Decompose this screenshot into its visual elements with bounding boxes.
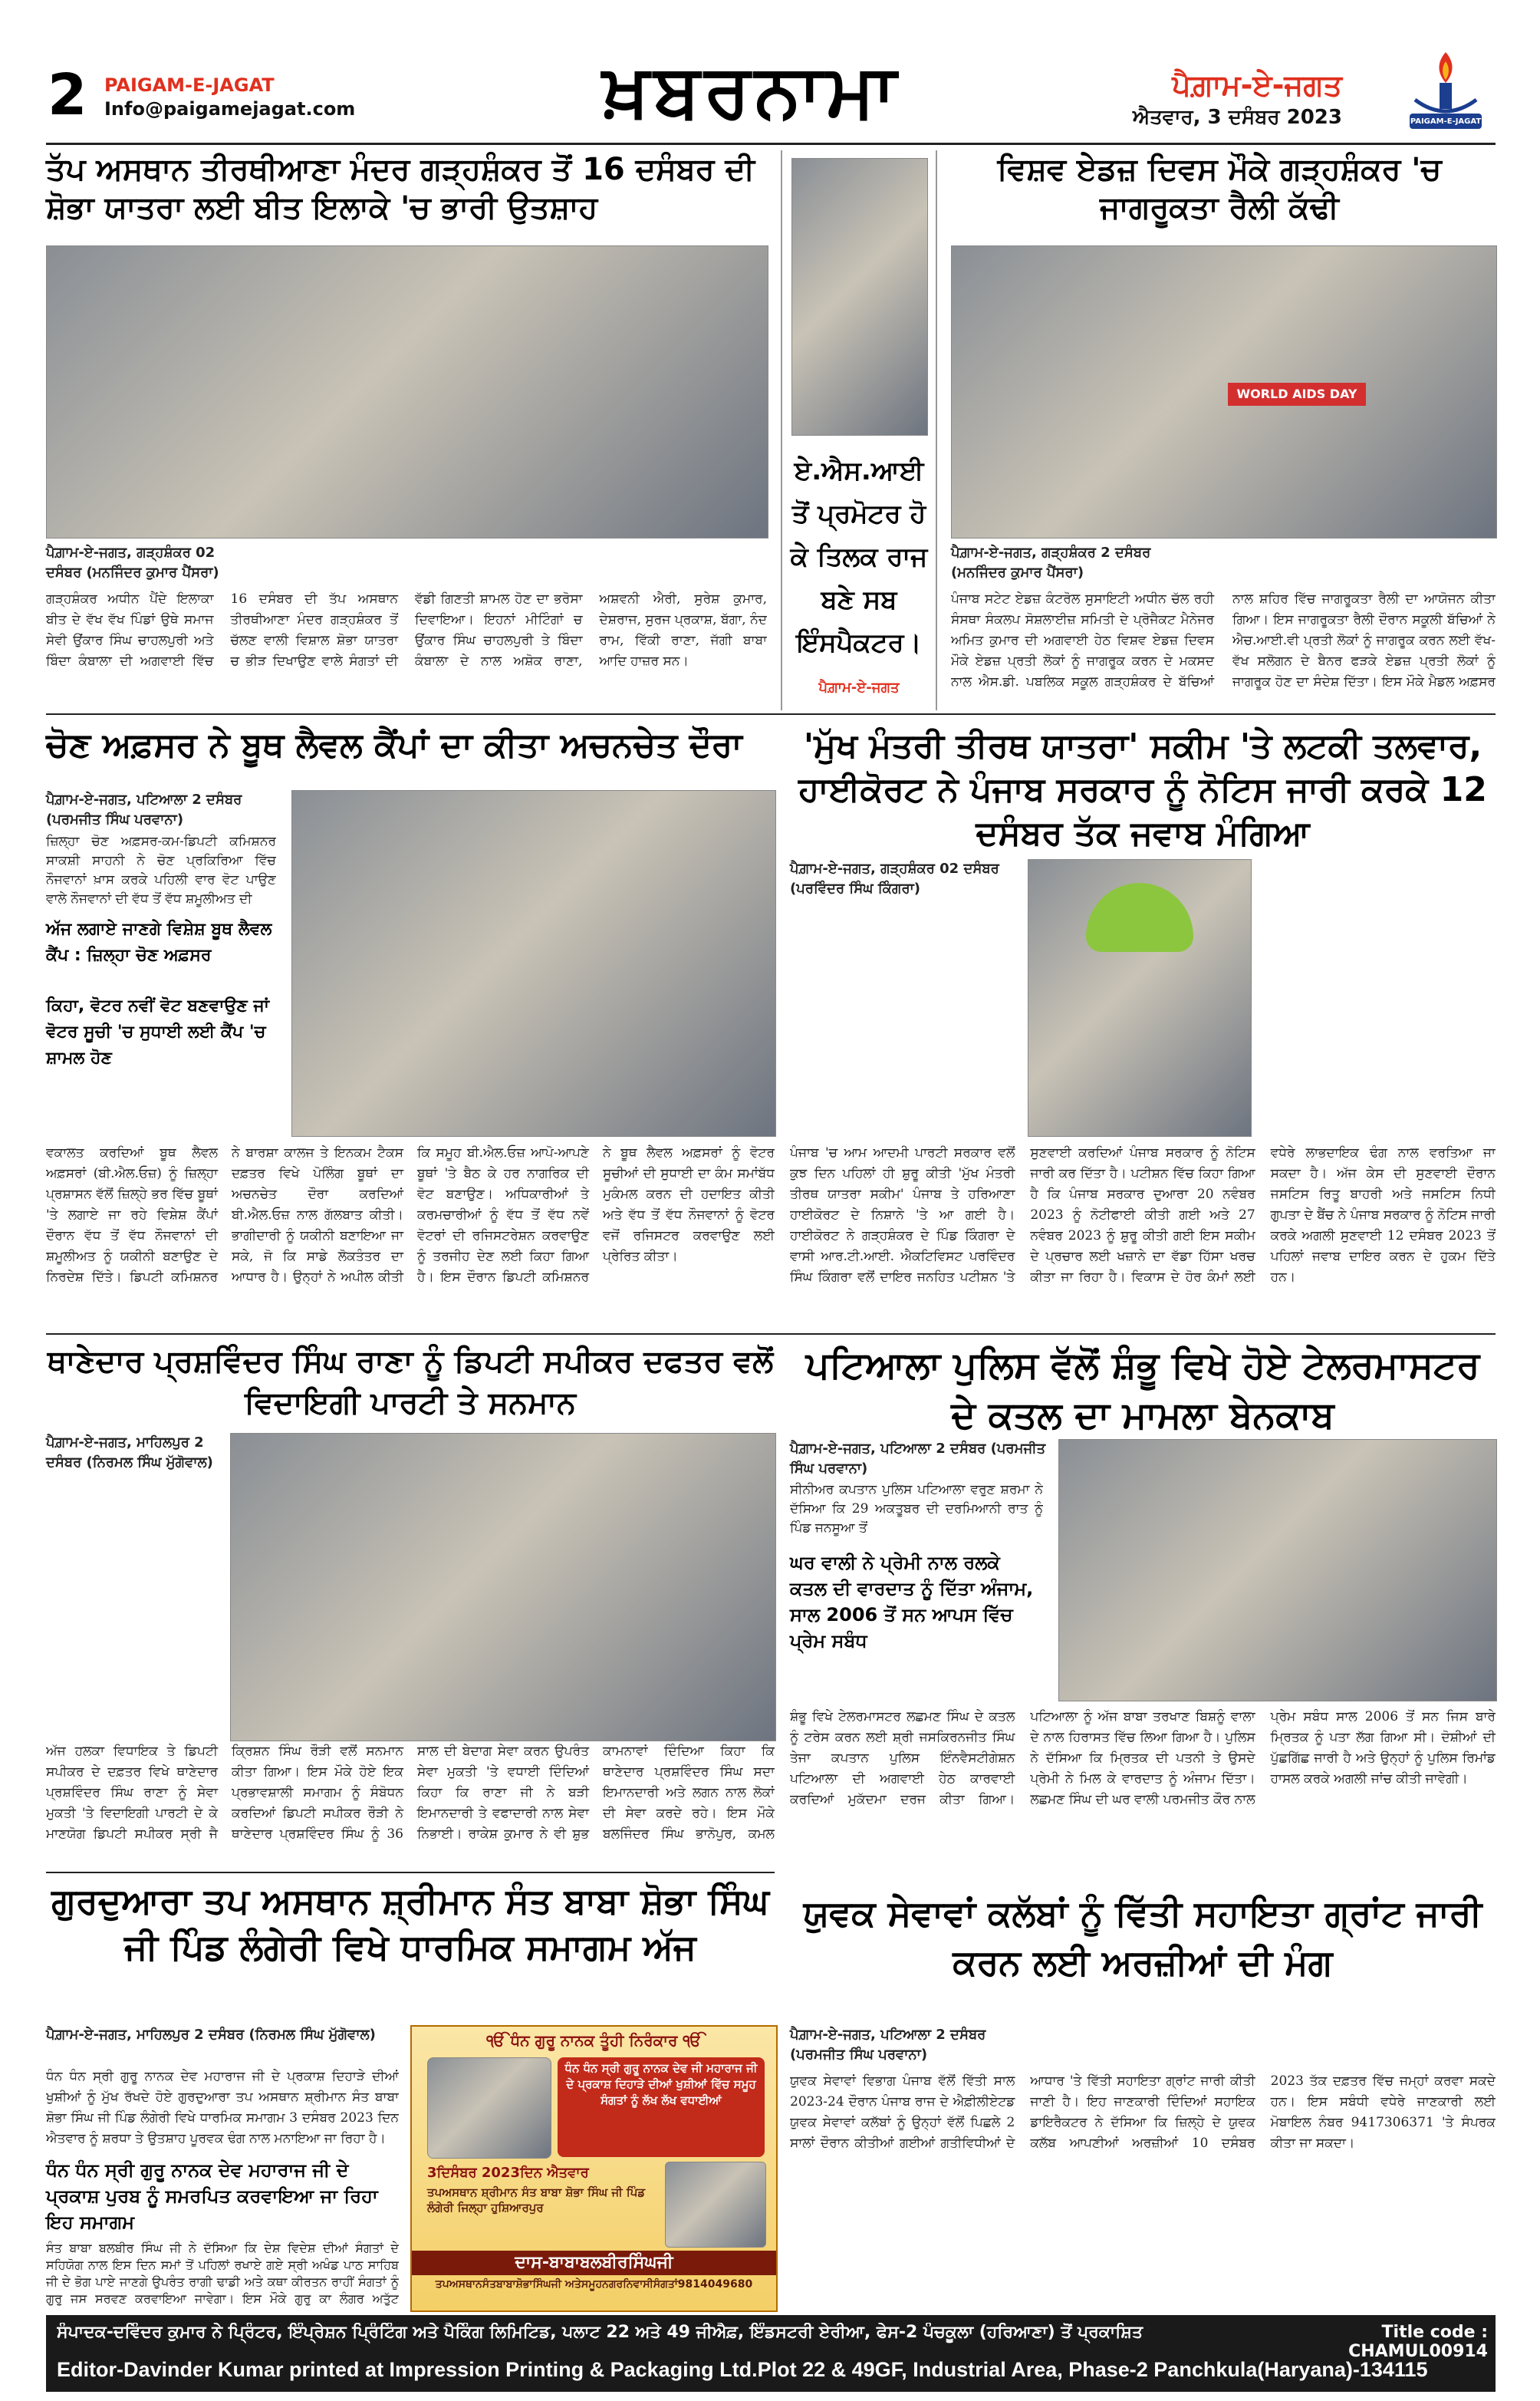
poster-guru-image <box>427 2057 551 2159</box>
poster-mid-text: ਧੰਨ ਧੰਨ ਸ੍ਰੀ ਗੁਰੂ ਨਾਨਕ ਦੇਵ ਜੀ ਮਹਾਰਾਜ ਜੀ ਦੇ ਪ੍ਰਕਾਸ਼ ਦਿਹਾੜੇ ਦੀਆਂ ਖੁਸ਼ੀਆਂ ਵਿੱਚ ਸਮੂਹ ਸੰਗਤਾਂ ਨੂੰ ਲੱਖ ਲੱਖ ਵਧਾਈਆਂ <box>558 2057 765 2157</box>
green-turban <box>1086 883 1193 952</box>
election-body: ਵਕਾਲਤ ਕਰਦਿਆਂ ਬੂਥ ਲੈਵਲ ਅਫ਼ਸਰਾਂ (ਬੀ.ਐਲ.ਓਜ਼) ਨੂੰ ਜ਼ਿਲ੍ਹਾ ਪ੍ਰਸ਼ਾਸਨ ਵੱਲੋਂ ਜ਼ਿਲ੍ਹੇ ਭਰ ਵਿੱਚ ਬੂਥਾਂ 'ਤੇ ਲਗਾਏ ਜਾ ਰਹੇ ਵਿਸ਼ੇਸ਼ ਕੈਂਪਾਂ ਦੌਰਾਨ ਵੱਧ ਤੋਂ ਵੱਧ ਨੌਜਵਾਨਾਂ ਦੀ ਸ਼ਮੂਲੀਅਤ ਨੂੰ ਯਕੀਨੀ ਬਣਾਉਣ ਦੇ ਨਿਰਦੇਸ਼ ਦਿੱਤੇ। ਡਿਪਟੀ ਕਮਿਸ਼ਨਰ ਨੇ ਬਾਰਸ਼ਾ ਕਾਲਜ ਤੇ ਇਨਕਮ ਟੈਕਸ ਦਫ਼ਤਰ ਵਿਖੇ ਪੋਲਿੰਗ ਬੂਥਾਂ ਦਾ ਅਚਨਚੇਤ ਦੌਰਾ ਕਰਦਿਆਂ ਬੀ.ਐਲ.ਓਜ਼ ਨਾਲ ਗੱਲਬਾਤ ਕੀਤੀ। ਭਾਗੀਦਾਰੀ ਨੂੰ ਯਕੀਨੀ ਬਣਾਇਆ ਜਾ ਸਕੇ, ਜੋ ਕਿ ਸਾਡੇ ਲੋਕਤੰਤਰ ਦਾ ਆਧਾਰ ਹੈ। ਉਨ੍ਹਾਂ ਨੇ ਅਪੀਲ ਕੀਤੀ ਕਿ ਸਮੂਹ ਬੀ.ਐਲ.ਓਜ਼ ਆਪੋ-ਆਪਣੇ ਬੂਥਾਂ 'ਤੇ ਬੈਠ ਕੇ ਹਰ ਨਾਗਰਿਕ ਦੀ ਵੋਟ ਬਣਾਉਣ। ਅਧਿਕਾਰੀਆਂ ਤੇ ਕਰਮਚਾਰੀਆਂ ਨੂੰ ਵੱਧ ਤੋਂ ਵੱਧ ਨਵੇਂ ਵੋਟਰਾਂ ਦੀ ਰਜਿਸਟਰੇਸ਼ਨ ਕਰਵਾਉਣ ਨੂੰ ਤਰਜੀਹ ਦੇਣ ਲਈ ਕਿਹਾ ਗਿਆ ਹੈ। ਇਸ ਦੌਰਾਨ ਡਿਪਟੀ ਕਮਿਸ਼ਨਰ ਨੇ ਬੂਥ ਲੈਵਲ ਅਫ਼ਸਰਾਂ ਨੂੰ ਵੋਟਰ ਸੂਚੀਆਂ ਦੀ ਸੁਧਾਈ ਦਾ ਕੰਮ ਸਮਾਂਬੱਧ ਮੁਕੰਮਲ ਕਰਨ ਦੀ ਹਦਾਇਤ ਕੀਤੀ ਅਤੇ ਵੱਧ ਤੋਂ ਵੱਧ ਨੌਜਵਾਨਾਂ ਨੂੰ ਵੋਟਰ ਵਜੋਂ ਰਜਿਸਟਰ ਕਰਵਾਉਣ ਲਈ ਪ੍ਰੇਰਿਤ ਕੀਤਾ। <box>46 1145 775 1285</box>
row-rule-3 <box>46 1872 775 1873</box>
election-sub1: ਅੱਜ ਲਗਾਏ ਜਾਣਗੇ ਵਿਸ਼ੇਸ਼ ਬੂਥ ਲੈਵਲ ਕੈਂਪ : ਜ਼ਿਲ੍ਹਾ ਚੋਣ ਅਫ਼ਸਰ <box>46 920 272 965</box>
election-intro: ਜ਼ਿਲ੍ਹਾ ਚੋਣ ਅਫ਼ਸਰ-ਕਮ-ਡਿਪਟੀ ਕਮਿਸ਼ਨਰ ਸਾਕਸ਼ੀ ਸਾਹਨੀ ਨੇ ਚੋਣ ਪ੍ਰਕਿਰਿਆ ਵਿੱਚ ਨੌਜਵਾਨਾਂ ਖ਼ਾਸ ਕਰਕੇ ਪਹਿਲੀ ਵਾਰ ਵੋਟ ਪਾਉਣ ਵਾਲੇ ਨੌਜਵਾਨਾਂ ਦੀ ਵੱਧ ਤੋਂ ਵੱਧ ਸ਼ਮੂਲੀਅਤ ਦੀ <box>46 834 276 907</box>
tirth-yatra-portrait <box>1028 859 1252 1137</box>
aids-banner: WORLD AIDS DAY <box>1228 383 1366 406</box>
patiala-murder-sub1: ਘਰ ਵਾਲੀ ਨੇ ਪ੍ਰੇਮੀ ਨਾਲ ਰਲਕੇ ਕਤਲ ਦੀ ਵਾਰਦਾਤ ਨੂੰ ਦਿੱਤਾ ਅੰਜਾਮ, ਸਾਲ 2006 ਤੋਂ ਸਨ ਆਪਸ ਵਿੱਚ ਪ੍ਰੇਮ ਸਬੰਧ <box>790 1552 1034 1652</box>
tirth-yatra-headline: 'ਮੁੱਖ ਮੰਤਰੀ ਤੀਰਥ ਯਾਤਰਾ' ਸਕੀਮ 'ਤੇ ਲਟਕੀ ਤਲਵਾਰ, ਹਾਈਕੋਰਟ ਨੇ ਪੰਜਾਬ ਸਰਕਾਰ ਨੂੰ ਨੋਟਿਸ ਜਾਰੀ ਕਰਕੇ 12 ਦਸੰਬਰ ਤੱਕ ਜਵਾਬ ਮੰਗਿਆ <box>798 726 1487 854</box>
patiala-murder-body: ਸ਼ੰਭੂ ਵਿਖੇ ਟੇਲਰਮਾਸਟਰ ਲਛਮਣ ਸਿੰਘ ਦੇ ਕਤਲ ਨੂੰ ਟਰੇਸ ਕਰਨ ਲਈ ਸ਼੍ਰੀ ਜਸਕਿਰਨਜੀਤ ਸਿੰਘ ਤੇਜਾ ਕਪਤਾਨ ਪੁਲਿਸ ਇੰਨਵੈਸਟੀਗੇਸ਼ਨ ਪਟਿਆਲਾ ਦੀ ਅਗਵਾਈ ਹੇਠ ਕਾਰਵਾਈ ਕਰਦਿਆਂ ਮੁਕੱਦਮਾ ਦਰਜ ਕੀਤਾ ਗਿਆ। ਪਟਿਆਲਾ ਨੂੰ ਅੱਜ ਬਾਬਾ ਤਰਖਾਣ ਬਿਸ਼ਨੂੰ ਵਾਲਾ ਦੇ ਨਾਲ ਹਿਰਾਸਤ ਵਿੱਚ ਲਿਆ ਗਿਆ ਹੈ। ਪੁਲਿਸ ਨੇ ਦੱਸਿਆ ਕਿ ਮ੍ਰਿਤਕ ਦੀ ਪਤਨੀ ਤੇ ਉਸਦੇ ਪ੍ਰੇਮੀ ਨੇ ਮਿਲ ਕੇ ਵਾਰਦਾਤ ਨੂੰ ਅੰਜਾਮ ਦਿੱਤਾ। ਲਛਮਣ ਸਿੰਘ ਦੀ ਘਰ ਵਾਲੀ ਪਰਮਜੀਤ ਕੌਰ ਨਾਲ ਪ੍ਰੇਮ ਸਬੰਧ ਸਾਲ 2006 ਤੋਂ ਸਨ ਜਿਸ ਬਾਰੇ ਮ੍ਰਿਤਕ ਨੂੰ ਪਤਾ ਲੱਗ ਗਿਆ ਸੀ। ਦੋਸ਼ੀਆਂ ਦੀ ਪੁੱਛਗਿੱਛ ਜਾਰੀ ਹੈ ਅਤੇ ਉਨ੍ਹਾਂ ਨੂੰ ਪੁਲਿਸ ਰਿਮਾਂਡ ਹਾਸਲ ਕਰਕੇ ਅਗਲੀ ਜਾਂਚ ਕੀਤੀ ਜਾਵੇਗੀ। <box>790 1709 1496 1807</box>
issue-date: ਐਤਵਾਰ, 3 ਦਸੰਬਰ 2023 <box>1132 106 1342 129</box>
election-sub2: ਕਿਹਾ, ਵੋਟਰ ਨਵੀਂ ਵੋਟ ਬਣਵਾਉਣ ਜਾਂ ਵੋਟਰ ਸੂਚੀ 'ਚ ਸੁਧਾਈ ਲਈ ਕੈਂਪ 'ਚ ਸ਼ਾਮਲ ਹੋਣ <box>46 996 270 1068</box>
row-rule-2 <box>46 1333 1496 1335</box>
paper-name-pa: ਪੈਗ਼ਾਮ-ਏ-ਜਗਤ <box>1172 68 1342 102</box>
paper-name-en: PAIGAM-E-JAGAT <box>104 74 275 96</box>
gurdwara-sub1: ਧੰਨ ਧੰਨ ਸ੍ਰੀ ਗੁਰੂ ਨਾਨਕ ਦੇਵ ਮਹਾਰਾਜ ਜੀ ਦੇ ਪ੍ਰਕਾਸ਼ ਪੁਰਬ ਨੂੰ ਸਮਰਪਿਤ ਕਰਵਾਇਆ ਜਾ ਰਿਹਾ ਇਹ ਸਮਾਗਮ <box>46 2159 378 2233</box>
aids-rally-body: ਪੰਜਾਬ ਸਟੇਟ ਏਡਜ਼ ਕੰਟਰੋਲ ਸੁਸਾਇਟੀ ਅਧੀਨ ਚੱਲ ਰਹੀ ਸੰਸਥਾ ਸੰਕਲਪ ਸੋਸ਼ਲਾਈਜ਼ ਸਮਿਤੀ ਦੇ ਪ੍ਰੋਜੈਕਟ ਮੈਨੇਜਰ ਅਮਿਤ ਕੁਮਾਰ ਦੀ ਅਗਵਾਈ ਹੇਠ ਵਿਸ਼ਵ ਏਡਜ਼ ਦਿਵਸ ਮੌਕੇ ਏਡਜ਼ ਪ੍ਰਤੀ ਲੋਕਾਂ ਨੂੰ ਜਾਗਰੂਕ ਕਰਨ ਦੇ ਮਕਸਦ ਨਾਲ ਐਸ.ਡੀ. ਪਬਲਿਕ ਸਕੂਲ ਗੜ੍ਹਸ਼ੰਕਰ ਦੇ ਬੱਚਿਆਂ ਨਾਲ ਸ਼ਹਿਰ ਵਿੱਚ ਜਾਗਰੂਕਤਾ ਰੈਲੀ ਦਾ ਆਯੋਜਨ ਕੀਤਾ ਗਿਆ। ਇਸ ਜਾਗਰੂਕਤਾ ਰੈਲੀ ਦੌਰਾਨ ਸਕੂਲੀ ਬੱਚਿਆਂ ਨੇ ਐਚ.ਆਈ.ਵੀ ਪ੍ਰਤੀ ਲੋਕਾਂ ਨੂੰ ਜਾਗਰੂਕ ਕਰਨ ਲਈ ਵੱਖ-ਵੱਖ ਸਲੋਗਨ ਦੇ ਬੈਨਰ ਫੜਕੇ ਏਡਜ਼ ਪ੍ਰਤੀ ਲੋਕਾਂ ਨੂੰ ਜਾਗਰੂਕ ਹੋਣ ਦਾ ਸੰਦੇਸ਼ ਦਿੱਤਾ। ਇਸ ਮੌਕੇ ਮੈਡਲ ਅਫ਼ਸਰ <box>951 591 1496 690</box>
poster-footer: ਤਪਅਸਥਾਨਸੰਤਬਾਬਾਸ਼ੋਭਾਸਿੰਘਜੀ ਅਤੇਸਮੂਹਨਗਰਨਿਵਾਸੀਸੰਗਤਾਂ9814049680 <box>435 2278 753 2291</box>
imprint-footer <box>46 2315 1496 2392</box>
row-rule-1 <box>46 713 1496 715</box>
asi-portrait-photo <box>791 158 928 436</box>
page-number: 2 <box>48 62 87 128</box>
aids-rally-photo <box>951 245 1497 538</box>
farewell-headline: ਥਾਣੇਦਾਰ ਪ੍ਰਸ਼ਵਿੰਦਰ ਸਿੰਘ ਰਾਣਾ ਨੂੰ ਡਿਪਟੀ ਸਪੀਕਰ ਦਫਤਰ ਵਲੋਂ ਵਿਦਾਇਗੀ ਪਾਰਟੀ ਤੇ ਸਨਮਾਨ <box>47 1344 774 1421</box>
patiala-murder-headline: ਪਟਿਆਲਾ ਪੁਲਿਸ ਵੱਲੋਂ ਸ਼ੰਭੂ ਵਿਖੇ ਹੋਏ ਟੇਲਰਮਾਸਟਰ ਦੇ ਕਤਲ ਦਾ ਮਾਮਲਾ ਬੇਨਕਾਬ <box>805 1344 1480 1437</box>
logo-text: PAIGAM-E-JAGAT <box>1410 117 1482 126</box>
masthead-rule <box>46 143 1496 145</box>
shobha-yatra-dateline: ਪੈਗ਼ਾਮ-ਏ-ਜਗਤ, ਗੜ੍ਹਸ਼ੰਕਰ 02 ਦਸੰਬਰ (ਮਨਜਿੰਦਰ ਕੁਮਾਰ ਪੈਂਸਰਾ) <box>46 545 219 581</box>
section-title: ਖ਼ਬਰਨਾਮਾ <box>602 48 901 133</box>
aids-rally-dateline: ਪੈਗ਼ਾਮ-ਏ-ਜਗਤ, ਗੜ੍ਹਸ਼ੰਕਰ 2 ਦਸੰਬਰ (ਮਨਜਿੰਦਰ ਕੁਮਾਰ ਪੈਂਸਰਾ) <box>951 545 1151 581</box>
youth-clubs-headline: ਯੁਵਕ ਸੇਵਾਵਾਂ ਕਲੱਬਾਂ ਨੂੰ ਵਿੱਤੀ ਸਹਾਇਤਾ ਗ੍ਰਾਂਟ ਜਾਰੀ ਕਰਨ ਲਈ ਅਰਜ਼ੀਆਂ ਦੀ ਮੰਗ <box>803 1892 1482 1984</box>
asi-promotion-credit: ਪੈਗ਼ਾਮ-ਏ-ਜਗਤ <box>818 680 900 696</box>
poster-top-line: ੴ ਧੰਨ ਗੁਰੂ ਨਾਨਕ ਤੂੰਹੀ ਨਿਰੰਕਾਰ ੴ <box>486 2031 702 2050</box>
election-dateline: ਪੈਗ਼ਾਮ-ਏ-ਜਗਤ, ਪਟਿਆਲਾ 2 ਦਸੰਬਰ (ਪਰਮਜੀਤ ਸਿੰਘ ਪਰਵਾਨਾ) <box>46 792 242 828</box>
title-code: Title code : CHAMUL00914 <box>1348 2323 1488 2361</box>
shobha-yatra-photo <box>46 245 768 538</box>
religious-poster <box>410 2025 778 2312</box>
poster-date: 3ਦਿਸੰਬਰ 2023ਦਿਨ ਐਤਵਾਰ <box>427 2165 589 2181</box>
farewell-dateline: ਪੈਗ਼ਾਮ-ਏ-ਜਗਤ, ਮਾਹਿਲਪੁਰ 2 ਦਸੰਬਰ (ਨਿਰਮਲ ਸਿੰਘ ਮੁੱਗੋਵਾਲ) <box>46 1434 213 1471</box>
gurdwara-headline: ਗੁਰਦੁਆਰਾ ਤਪ ਅਸਥਾਨ ਸ਼੍ਰੀਮਾਨ ਸੰਤ ਬਾਬਾ ਸ਼ੋਭਾ ਸਿੰਘ ਜੀ ਪਿੰਡ ਲੰਗੇਰੀ ਵਿਖੇ ਧਾਰਮਿਕ ਸਮਾਗਮ ਅੱਜ <box>51 1880 769 1968</box>
patiala-murder-dateline: ਪੈਗ਼ਾਮ-ਏ-ਜਗਤ, ਪਟਿਆਲਾ 2 ਦਸੰਬਰ (ਪਰਮਜੀਤ ਸਿੰਘ ਪਰਵਾਨਾ) <box>790 1441 1046 1477</box>
masthead <box>0 0 1540 142</box>
tirth-yatra-dateline: ਪੈਗ਼ਾਮ-ਏ-ਜਗਤ, ਗੜ੍ਹਸ਼ੰਕਰ 02 ਦਸੰਬਰ (ਪਰਵਿੰਦਰ ਸਿੰਘ ਕਿੰਗਰਾ) <box>790 861 999 897</box>
tirth-yatra-body: ਪੰਜਾਬ 'ਚ ਆਮ ਆਦਮੀ ਪਾਰਟੀ ਸਰਕਾਰ ਵਲੋਂ ਕੁਝ ਦਿਨ ਪਹਿਲਾਂ ਹੀ ਸ਼ੁਰੂ ਕੀਤੀ 'ਮੁੱਖ ਮੰਤਰੀ ਤੀਰਥ ਯਾਤਰਾ ਸਕੀਮ' ਪੰਜਾਬ ਤੇ ਹਰਿਆਣਾ ਹਾਈਕੋਰਟ ਦੇ ਨਿਸ਼ਾਨੇ 'ਤੇ ਆ ਗਈ ਹੈ। ਹਾਈਕੋਰਟ ਨੇ ਗੜ੍ਹਸ਼ੰਕਰ ਦੇ ਪਿੰਡ ਕਿੰਗਰਾ ਦੇ ਵਾਸੀ ਆਰ.ਟੀ.ਆਈ. ਐਕਟਿਵਿਸਟ ਪਰਵਿੰਦਰ ਸਿੰਘ ਕਿੰਗਰਾ ਵਲੋਂ ਦਾਇਰ ਜਨਹਿਤ ਪਟੀਸ਼ਨ 'ਤੇ ਸੁਣਵਾਈ ਕਰਦਿਆਂ ਪੰਜਾਬ ਸਰਕਾਰ ਨੂੰ ਨੋਟਿਸ ਜਾਰੀ ਕਰ ਦਿੱਤਾ ਹੈ। ਪਟੀਸ਼ਨ ਵਿੱਚ ਕਿਹਾ ਗਿਆ ਹੈ ਕਿ ਪੰਜਾਬ ਸਰਕਾਰ ਦੁਆਰਾ 20 ਨਵੰਬਰ 2023 ਨੂੰ ਨੋਟੀਫਾਈ ਕੀਤੀ ਗਈ ਅਤੇ 27 ਨਵੰਬਰ 2023 ਨੂੰ ਸ਼ੁਰੂ ਕੀਤੀ ਗਈ ਇਸ ਸਕੀਮ ਦੇ ਪ੍ਰਚਾਰ ਲਈ ਖਜ਼ਾਨੇ ਦਾ ਵੱਡਾ ਹਿੱਸਾ ਖਰਚ ਕੀਤਾ ਜਾ ਰਿਹਾ ਹੈ। ਵਿਕਾਸ ਦੇ ਹੋਰ ਕੰਮਾਂ ਲਈ ਵਧੇਰੇ ਲਾਭਦਾਇਕ ਢੰਗ ਨਾਲ ਵਰਤਿਆ ਜਾ ਸਕਦਾ ਹੈ। ਅੱਜ ਕੇਸ ਦੀ ਸੁਣਵਾਈ ਦੌਰਾਨ ਜਸਟਿਸ ਰਿਤੂ ਬਾਹਰੀ ਅਤੇ ਜਸਟਿਸ ਨਿਧੀ ਗੁਪਤਾ ਦੇ ਬੈਂਚ ਨੇ ਪੰਜਾਬ ਸਰਕਾਰ ਨੂੰ ਨੋਟਿਸ ਜਾਰੀ ਕਰਕੇ ਅਗਲੀ ਸੁਣਵਾਈ 12 ਦਸੰਬਰ 2023 ਤੋਂ ਪਹਿਲਾਂ ਜਵਾਬ ਦਾਇਰ ਕਰਨ ਦੇ ਹੁਕਮ ਦਿੱਤੇ ਹਨ। <box>790 1145 1496 1285</box>
gurdwara-dateline: ਪੈਗ਼ਾਮ-ਏ-ਜਗਤ, ਮਾਹਿਲਪੁਰ 2 ਦਸੰਬਰ (ਨਿਰਮਲ ਸਿੰਘ ਮੁੱਗੋਵਾਲ) <box>46 2027 376 2043</box>
patiala-murder-intro: ਸੀਨੀਅਰ ਕਪਤਾਨ ਪੁਲਿਸ ਪਟਿਆਲਾ ਵਰੁਣ ਸ਼ਰਮਾ ਨੇ ਦੱਸਿਆ ਕਿ 29 ਅਕਤੂਬਰ ਦੀ ਦਰਮਿਆਨੀ ਰਾਤ ਨੂੰ ਪਿੰਡ ਜਨਸੂਆ ਤੋਂ <box>790 1482 1043 1536</box>
torch-logo <box>1403 46 1488 138</box>
imprint-line-en: Editor-Davinder Kumar printed at Impression Printing & Packaging Ltd.Plot 22 & 49GF, Industrial Area, Phase-2 Panchkula(Haryana)-134115 <box>57 2358 1428 2381</box>
gurdwara-body: ਸੰਤ ਬਾਬਾ ਬਲਬੀਰ ਸਿੰਘ ਜੀ ਨੇ ਦੱਸਿਆ ਕਿ ਦੇਸ਼ ਵਿਦੇਸ਼ ਦੀਆਂ ਸੰਗਤਾਂ ਦੇ ਸਹਿਯੋਗ ਨਾਲ ਇਸ ਦਿਨ ਸਮਾਂ ਤੋਂ ਪਹਿਲਾਂ ਰਖਾਏ ਗਏ ਸ੍ਰੀ ਅਖੰਡ ਪਾਠ ਸਾਹਿਬ ਜੀ ਦੇ ਭੋਗ ਪਾਏ ਜਾਣਗੇ ਉਪਰੰਤ ਰਾਗੀ ਢਾਡੀ ਅਤੇ ਕਥਾ ਕੀਰਤਨ ਰਾਹੀਂ ਸੰਗਤਾਂ ਨੂੰ ਗੁਰੂ ਜਸ ਸਰਵਣ ਕਰਵਾਇਆ ਜਾਵੇਗਾ। ਇਸ ਮੌਕੇ ਗੁਰੂ ਕਾ ਲੰਗਰ ਅਤੁੱਟ <box>46 2241 399 2306</box>
poster-name: ਦਾਸ-ਬਾਬਾਬਲਬੀਰਸਿੰਘਜੀ <box>412 2251 776 2275</box>
poster-baba-image <box>665 2162 766 2248</box>
youth-clubs-dateline: ਪੈਗ਼ਾਮ-ਏ-ਜਗਤ, ਪਟਿਆਲਾ 2 ਦਸੰਬਰ (ਪਰਮਜੀਤ ਸਿੰਘ ਪਰਵਾਨਾ) <box>790 2027 986 2063</box>
gurdwara-intro: ਧੰਨ ਧੰਨ ਸ੍ਰੀ ਗੁਰੂ ਨਾਨਕ ਦੇਵ ਮਹਾਰਾਜ ਜੀ ਦੇ ਪ੍ਰਕਾਸ਼ ਦਿਹਾੜੇ ਦੀਆਂ ਖੁਸ਼ੀਆਂ ਨੂੰ ਮੁੱਖ ਰੱਖਦੇ ਹੋਏ ਗੁਰਦੁਆਰਾ ਤਪ ਅਸਥਾਨ ਸ਼੍ਰੀਮਾਨ ਸੰਤ ਬਾਬਾ ਸ਼ੋਭਾ ਸਿੰਘ ਜੀ ਪਿੰਡ ਲੰਗੇਰੀ ਵਿਖੇ ਧਾਰਮਿਕ ਸਮਾਗਮ 3 ਦਸੰਬਰ 2023 ਦਿਨ ਐਤਵਾਰ ਨੂੰ ਸ਼ਰਧਾ ਤੇ ਉਤਸ਼ਾਹ ਪੂਰਵਕ ਢੰਗ ਨਾਲ ਮਨਾਇਆ ਜਾ ਰਿਹਾ ਹੈ। <box>46 2069 399 2146</box>
farewell-body: ਅੱਜ ਹਲਕਾ ਵਿਧਾਇਕ ਤੇ ਡਿਪਟੀ ਸਪੀਕਰ ਦੇ ਦਫ਼ਤਰ ਵਿਖੇ ਥਾਣੇਦਾਰ ਪ੍ਰਸ਼ਵਿੰਦਰ ਸਿੰਘ ਰਾਣਾ ਨੂੰ ਸੇਵਾ ਮੁਕਤੀ 'ਤੇ ਵਿਦਾਇਗੀ ਪਾਰਟੀ ਦੇ ਕੇ ਮਾਣਯੋਗ ਡਿਪਟੀ ਸਪੀਕਰ ਸ੍ਰੀ ਜੈ ਕ੍ਰਿਸ਼ਨ ਸਿੰਘ ਰੌੜੀ ਵਲੋਂ ਸਨਮਾਨ ਕੀਤਾ ਗਿਆ। ਇਸ ਮੌਕੇ ਹੋਏ ਇਕ ਪ੍ਰਭਾਵਸ਼ਾਲੀ ਸਮਾਗਮ ਨੂੰ ਸੰਬੋਧਨ ਕਰਦਿਆਂ ਡਿਪਟੀ ਸਪੀਕਰ ਰੌੜੀ ਨੇ ਥਾਣੇਦਾਰ ਪ੍ਰਸ਼ਵਿੰਦਰ ਸਿੰਘ ਨੂੰ 36 ਸਾਲ ਦੀ ਬੇਦਾਗ ਸੇਵਾ ਕਰਨ ਉਪਰੰਤ ਸੇਵਾ ਮੁਕਤੀ 'ਤੇ ਵਧਾਈ ਦਿੰਦਿਆਂ ਕਿਹਾ ਕਿ ਰਾਣਾ ਜੀ ਨੇ ਬੜੀ ਇਮਾਨਦਾਰੀ ਤੇ ਵਫਾਦਾਰੀ ਨਾਲ ਸੇਵਾ ਨਿਭਾਈ। ਰਾਕੇਸ਼ ਕੁਮਾਰ ਨੇ ਵੀ ਸ਼ੁਭ ਕਾਮਨਾਵਾਂ ਦਿੰਦਿਆ ਕਿਹਾ ਕਿ ਥਾਣੇਦਾਰ ਪ੍ਰਸ਼ਵਿੰਦਰ ਸਿੰਘ ਸਦਾ ਇਮਾਨਦਾਰੀ ਅਤੇ ਲਗਨ ਨਾਲ ਲੋਕਾਂ ਦੀ ਸੇਵਾ ਕਰਦੇ ਰਹੇ। ਇਸ ਮੌਕੇ ਬਲਜਿੰਦਰ ਸਿੰਘ ਭਾਨੋਪੁਰ, ਕਮਲ <box>46 1744 775 1842</box>
farewell-photo <box>230 1433 776 1741</box>
poster-place: ਤਪਅਸਥਾਨ ਸ਼੍ਰੀਮਾਨ ਸੰਤ ਬਾਬਾ ਸ਼ੋਭਾ ਸਿੰਘ ਜੀ ਪਿੰਡ ਲੰਗੇਰੀ ਜਿਲ੍ਹਾ ਹੁਸ਼ਿਆਰਪੁਰ <box>427 2185 646 2215</box>
imprint-line-pa: ਸੰਪਾਦਕ-ਦਵਿੰਦਰ ਕੁਮਾਰ ਨੇ ਪ੍ਰਿੰਟਰ, ਇੰਪ੍ਰੇਸ਼ਨ ਪ੍ਰਿੰਟਿੰਗ ਅਤੇ ਪੈਕਿੰਗ ਲਿਮਿਟਿਡ, ਪਲਾਟ 22 ਅਤੇ 49 ਜੀਐਫ਼, ਇੰਡਸਟਰੀ ਏਰੀਆ, ਫੇਸ-2 ਪੰਚਕੂਲਾ (ਹਰਿਆਣਾ) ਤੋਂ ਪ੍ਰਕਾਸ਼ਿਤ <box>57 2323 1143 2342</box>
email-link[interactable]: Info@paigamejagat.com <box>104 98 356 120</box>
shobha-yatra-headline: ਤੱਪ ਅਸਥਾਨ ਤੀਰਥੀਆਣਾ ਮੰਦਰ ਗੜ੍ਹਸ਼ੰਕਰ ਤੋਂ 16 ਦਸੰਬਰ ਦੀ ਸ਼ੋਭਾ ਯਾਤਰਾ ਲਈ ਬੀਤ ਇਲਾਕੇ 'ਚ ਭਾਰੀ ਉਤਸ਼ਾਹ <box>46 152 755 226</box>
election-photo <box>291 790 776 1137</box>
asi-promotion-text: ਏ.ਐਸ.ਆਈ ਤੋਂ ਪ੍ਰਮੋਟਰ ਹੋ ਕੇ ਤਿਲਕ ਰਾਜ ਬਣੇ ਸਬ ਇੰਸਪੈਕਟਰ। <box>790 456 928 658</box>
patiala-murder-photo <box>1058 1439 1497 1701</box>
aids-rally-headline: ਵਿਸ਼ਵ ਏਡਜ਼ ਦਿਵਸ ਮੌਕੇ ਗੜ੍ਹਸ਼ੰਕਰ 'ਚ ਜਾਗਰੂਕਤਾ ਰੈਲੀ ਕੱਢੀ <box>997 152 1442 226</box>
youth-clubs-body: ਯੁਵਕ ਸੇਵਾਵਾਂ ਵਿਭਾਗ ਪੰਜਾਬ ਵੱਲੋਂ ਵਿੱਤੀ ਸਾਲ 2023-24 ਦੌਰਾਨ ਪੰਜਾਬ ਰਾਜ ਦੇ ਐਫ਼ੀਲੀਏਟਡ ਯੁਵਕ ਸੇਵਾਵਾਂ ਕਲੱਬਾਂ ਨੂੰ ਉਨ੍ਹਾਂ ਵੱਲੋਂ ਪਿਛਲੇ 2 ਸਾਲਾਂ ਦੌਰਾਨ ਕੀਤੀਆਂ ਗਈਆਂ ਗਤੀਵਿਧੀਆਂ ਦੇ ਆਧਾਰ 'ਤੇ ਵਿੱਤੀ ਸਹਾਇਤਾ ਗ੍ਰਾਂਟ ਜਾਰੀ ਕੀਤੀ ਜਾਣੀ ਹੈ। ਇਹ ਜਾਣਕਾਰੀ ਦਿੰਦਿਆਂ ਸਹਾਇਕ ਡਾਇਰੈਕਟਰ ਨੇ ਦੱਸਿਆ ਕਿ ਜ਼ਿਲ੍ਹੇ ਦੇ ਯੁਵਕ ਕਲੱਬ ਆਪਣੀਆਂ ਅਰਜ਼ੀਆਂ 10 ਦਸੰਬਰ 2023 ਤੱਕ ਦਫ਼ਤਰ ਵਿੱਚ ਜਮ੍ਹਾਂ ਕਰਵਾ ਸਕਦੇ ਹਨ। ਇਸ ਸਬੰਧੀ ਵਧੇਰੇ ਜਾਣਕਾਰੀ ਲਈ ਮੋਬਾਇਲ ਨੰਬਰ 9417306371 'ਤੇ ਸੰਪਰਕ ਕੀਤਾ ਜਾ ਸਕਦਾ। <box>790 2073 1496 2151</box>
asi-promotion-box <box>781 150 937 710</box>
election-headline: ਚੋਣ ਅਫ਼ਸਰ ਨੇ ਬੂਥ ਲੈਵਲ ਕੈਂਪਾਂ ਦਾ ਕੀਤਾ ਅਚਨਚੇਤ ਦੌਰਾ <box>46 726 742 765</box>
shobha-yatra-body: ਗੜ੍ਹਸ਼ੰਕਰ ਅਧੀਨ ਪੈਂਦੇ ਇਲਾਕਾ ਬੀਤ ਦੇ ਵੱਖ ਵੱਖ ਪਿੰਡਾਂ ਉਥੇ ਸਮਾਜ ਸੇਵੀ ਉਂਕਾਰ ਸਿੰਘ ਚਾਹਲਪੁਰੀ ਅਤੇ ਬਿੰਦਾ ਕੰਬਾਲਾ ਦੀ ਅਗਵਾਈ ਵਿੱਚ 16 ਦਸੰਬਰ ਦੀ ਤੱਪ ਅਸਥਾਨ ਤੀਰਥੀਆਣਾ ਮੰਦਰ ਗੜ੍ਹਸ਼ੰਕਰ ਤੋਂ ਚੱਲਣ ਵਾਲੀ ਵਿਸ਼ਾਲ ਸ਼ੋਭਾ ਯਾਤਰਾ ਚ ਭੀੜ ਦਿਖਾਉਣ ਵਾਲੇ ਸੰਗਤਾਂ ਦੀ ਵੱਡੀ ਗਿਣਤੀ ਸ਼ਾਮਲ ਹੋਣ ਦਾ ਭਰੋਸਾ ਦਿਵਾਇਆ। ਇਹਨਾਂ ਮੀਟਿੰਗਾਂ ਚ ਉਂਕਾਰ ਸਿੰਘ ਚਾਹਲਪੁਰੀ ਤੇ ਬਿੰਦਾ ਕੰਬਾਲਾ ਦੇ ਨਾਲ ਅਸ਼ੋਕ ਰਾਣਾ, ਅਸ਼ਵਨੀ ਐਰੀ, ਸੁਰੇਸ਼ ਕੁਮਾਰ, ਦੇਸ਼ਰਾਜ, ਸੁਰਜ ਪ੍ਰਕਾਸ਼, ਬੱਗਾ, ਨੰਦ ਰਾਮ, ਵਿੱਕੀ ਰਾਣਾ, ਜੱਗੀ ਬਾਬਾ ਆਦਿ ਹਾਜ਼ਰ ਸਨ। <box>46 591 767 669</box>
